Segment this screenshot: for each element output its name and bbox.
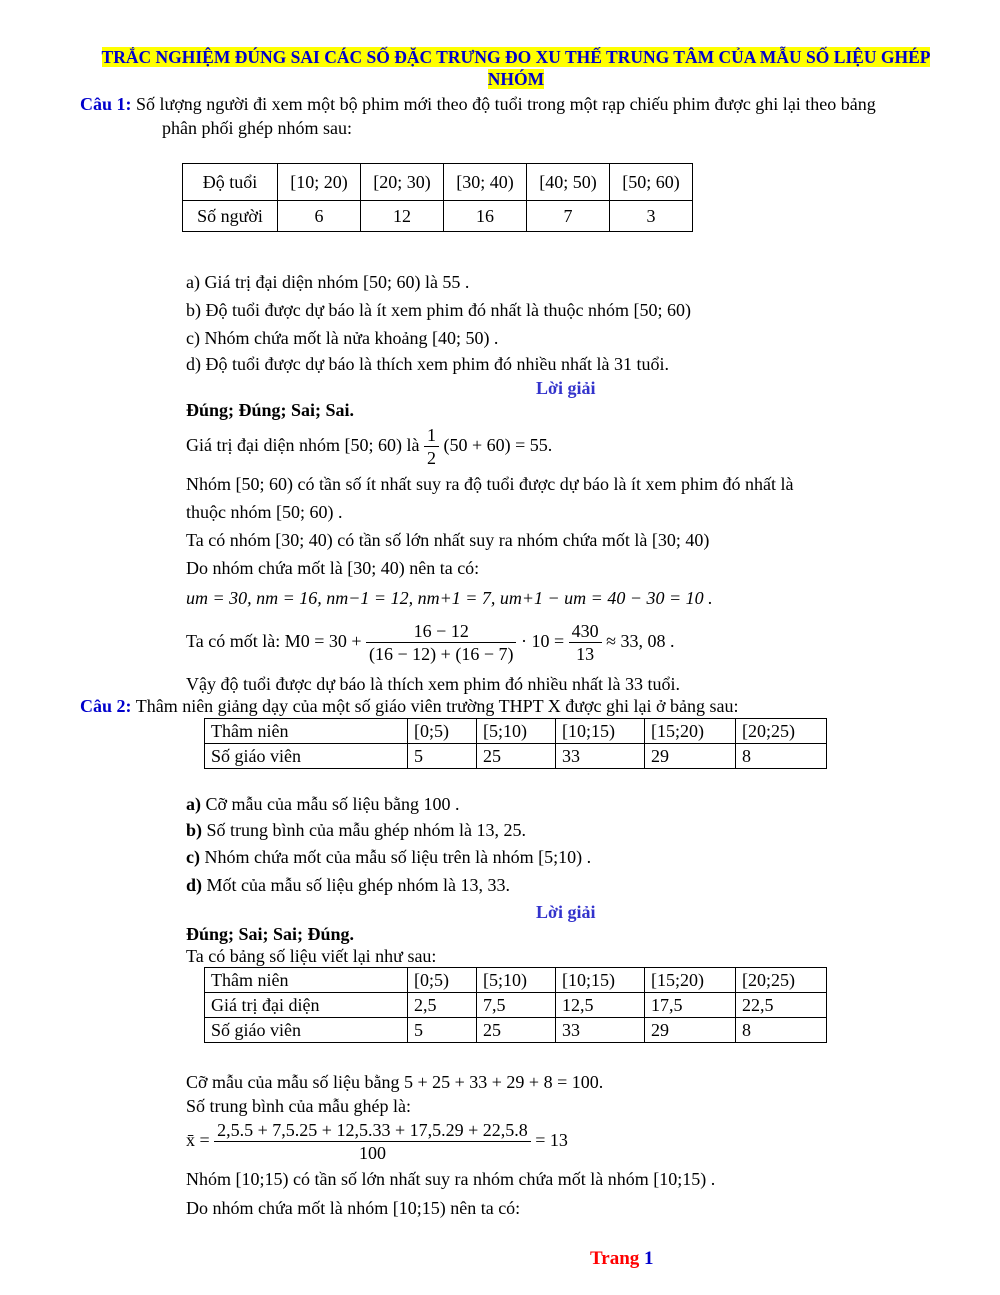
table-cell: 3: [610, 201, 693, 232]
table-cell: 33: [556, 1018, 645, 1043]
table-cell: Số giáo viên: [205, 1018, 408, 1043]
q1-label: Câu 1:: [80, 94, 132, 114]
table-cell: [0;5): [408, 719, 477, 744]
table-cell: [20; 30): [361, 164, 444, 201]
q2-solution-4: [186, 1116, 568, 1164]
table-cell: 7: [527, 201, 610, 232]
table-cell: 12: [361, 201, 444, 232]
q1-solution-1: [186, 422, 552, 469]
q2-solution-5: Nhóm [10;15) có tần số lớn nhất suy ra nhóm chứa mốt là nhóm [10;15) .: [186, 1169, 716, 1189]
table-row: [205, 968, 827, 993]
q1-solution-6: um = 30, nm = 16, nm−1 = 12, nm+1 = 7, um+1 − um = 40 − 30 = 10 .: [186, 588, 713, 608]
table-cell: [10;15): [556, 719, 645, 744]
table-cell: [0;5): [408, 968, 477, 993]
table-cell: [15;20): [645, 968, 736, 993]
q1-solution-4: Ta có nhóm [30; 40) có tần số lớn nhất suy ra nhóm chứa mốt là [30; 40): [186, 530, 710, 550]
table-row: [205, 1018, 827, 1043]
q2-option-a: [186, 792, 459, 816]
q1-text1: Số lượng người đi xem một bộ phim mới theo độ tuổi trong một rạp chiếu phim được ghi lại theo bảng: [136, 94, 876, 114]
table-cell: 5: [408, 744, 477, 769]
q2-option-c: [186, 845, 591, 869]
table-cell: 29: [645, 744, 736, 769]
q1-solution-label: Lời giải: [536, 378, 596, 398]
q2-s4-den: 100: [358, 1143, 386, 1164]
q1-s1-post: (50 + 60) = 55.: [443, 435, 553, 455]
q1-solution-3: thuộc nhóm [50; 60) .: [186, 502, 343, 522]
page-title: [80, 46, 952, 90]
q1-option-c: c) Nhóm chứa mốt là nửa khoảng [40; 50) .: [186, 328, 499, 348]
table-cell: [50; 60): [610, 164, 693, 201]
q2-label: Câu 2:: [80, 696, 132, 716]
page-number: 1: [644, 1248, 654, 1269]
page-footer: [590, 1248, 654, 1270]
q1-s7-num: 16 − 12: [366, 620, 516, 643]
table-cell: Thâm niên: [205, 968, 408, 993]
q1-s7-num2: 430: [569, 620, 602, 643]
q1-s7-fraction2: [569, 620, 602, 665]
table-cell: 7,5: [477, 993, 556, 1018]
q1-s7-post: ≈ 33, 08 .: [606, 631, 675, 651]
q2-s4-fraction: [214, 1119, 531, 1164]
q1-s7-den: (16 − 12) + (16 − 7): [369, 644, 514, 665]
q1-table: [182, 163, 693, 232]
q2-d-text: Mốt của mẫu số liệu ghép nhóm là 13, 33.: [206, 875, 510, 895]
q2-text1: Thâm niên giảng dạy của một số giáo viên trường THPT X được ghi lại ở bảng sau:: [135, 696, 739, 716]
table-cell: [5;10): [477, 968, 556, 993]
footer-label: Trang: [590, 1248, 640, 1269]
table-cell: 12,5: [556, 993, 645, 1018]
table-cell: 17,5: [645, 993, 736, 1018]
table-cell: [10; 20): [278, 164, 361, 201]
table-cell: [40; 50): [527, 164, 610, 201]
q2-option-b: [186, 818, 526, 842]
q1-s1-den: 2: [426, 448, 436, 469]
table-cell: [5;10): [477, 719, 556, 744]
table-cell: [10;15): [556, 968, 645, 993]
table-cell: 22,5: [736, 993, 827, 1018]
q2-solution-label: Lời giải: [536, 902, 596, 922]
q1-s1-pre: Giá trị đại diện nhóm [50; 60) là: [186, 435, 420, 455]
table-cell: 8: [736, 1018, 827, 1043]
q1-option-b: b) Độ tuổi được dự báo là ít xem phim đó nhất là thuộc nhóm [50; 60): [186, 300, 691, 320]
page-title-text: TRẮC NGHIỆM ĐÚNG SAI CÁC SỐ ĐẶC TRƯNG ĐO XU THẾ TRUNG TÂM CỦA MẪU SỐ LIỆU GHÉP NHÓM: [101, 47, 931, 89]
q1-solution-8: Vậy độ tuổi được dự báo là thích xem phim đó nhiều nhất là 33 tuổi.: [186, 674, 680, 694]
q2-answer: Đúng; Sai; Sai; Đúng.: [186, 924, 355, 944]
q2-b-label: b): [186, 820, 203, 840]
table-cell: Thâm niên: [205, 719, 408, 744]
q1-option-d: d) Độ tuổi được dự báo là thích xem phim đó nhiều nhất là 31 tuổi.: [186, 354, 669, 374]
q2-b-text: Số trung bình của mẫu ghép nhóm là 13, 25.: [206, 820, 526, 840]
q2-a-label: a): [186, 794, 201, 814]
q1-option-a: a) Giá trị đại diện nhóm [50; 60) là 55 .: [186, 272, 470, 292]
q1-s1-fraction: [424, 424, 439, 469]
q1-s7-pre: Ta có mốt là: M0 = 30 +: [186, 631, 362, 651]
table-cell: [20;25): [736, 968, 827, 993]
table-row: [183, 201, 693, 232]
q2-s4-post: = 13: [535, 1130, 568, 1150]
q1-answer: Đúng; Đúng; Sai; Sai.: [186, 400, 355, 420]
table-row: [205, 719, 827, 744]
q2-s4-pre: x̄ =: [186, 1130, 210, 1150]
table-cell: 33: [556, 744, 645, 769]
table-cell: 6: [278, 201, 361, 232]
table-row: [183, 164, 693, 201]
q2-table: [204, 718, 827, 769]
q1-s7-fraction: [366, 620, 516, 665]
table-cell: Giá trị đại diện: [205, 993, 408, 1018]
q2-intro: [80, 694, 739, 718]
table-cell: Độ tuổi: [183, 164, 278, 201]
q2-option-d: [186, 873, 510, 897]
q2-solution-1: Ta có bảng số liệu viết lại như sau:: [186, 946, 437, 966]
table-cell: Số người: [183, 201, 278, 232]
table-cell: 29: [645, 1018, 736, 1043]
table-cell: 25: [477, 744, 556, 769]
q2-s4-num: 2,5.5 + 7,5.25 + 12,5.33 + 17,5.29 + 22,5.8: [214, 1119, 531, 1142]
q2-c-text: Nhóm chứa mốt của mẫu số liệu trên là nhóm [5;10) .: [204, 847, 592, 867]
q1-solution-7: [186, 614, 675, 668]
q2-a-text: Cỡ mẫu của mẫu số liệu bằng 100 .: [205, 794, 460, 814]
table-cell: Số giáo viên: [205, 744, 408, 769]
table-cell: [20;25): [736, 719, 827, 744]
q1-text2: phân phối ghép nhóm sau:: [162, 118, 352, 138]
q1-solution-2: Nhóm [50; 60) có tần số ít nhất suy ra độ tuổi được dự báo là ít xem phim đó nhất là: [186, 474, 794, 494]
table-cell: [30; 40): [444, 164, 527, 201]
q2-c-label: c): [186, 847, 200, 867]
q2-solution-6: Do nhóm chứa mốt là nhóm [10;15) nên ta có:: [186, 1198, 521, 1218]
q1-solution-5: Do nhóm chứa mốt là [30; 40) nên ta có:: [186, 558, 480, 578]
table-cell: 2,5: [408, 993, 477, 1018]
table-cell: 16: [444, 201, 527, 232]
q1-s7-den2: 13: [576, 644, 595, 665]
table-row: [205, 744, 827, 769]
table-cell: 8: [736, 744, 827, 769]
q2-d-label: d): [186, 875, 203, 895]
table-cell: 25: [477, 1018, 556, 1043]
table-cell: [15;20): [645, 719, 736, 744]
q1-s7-mid: · 10 =: [520, 631, 565, 651]
table-row: [205, 993, 827, 1018]
q2-solution-2: Cỡ mẫu của mẫu số liệu bằng 5 + 25 + 33 + 29 + 8 = 100.: [186, 1072, 604, 1092]
q1-intro: [80, 92, 876, 116]
q2-solution-3: Số trung bình của mẫu ghép là:: [186, 1096, 411, 1116]
q1-s1-num: 1: [424, 424, 439, 447]
table-cell: 5: [408, 1018, 477, 1043]
q2-table2: [204, 967, 827, 1043]
